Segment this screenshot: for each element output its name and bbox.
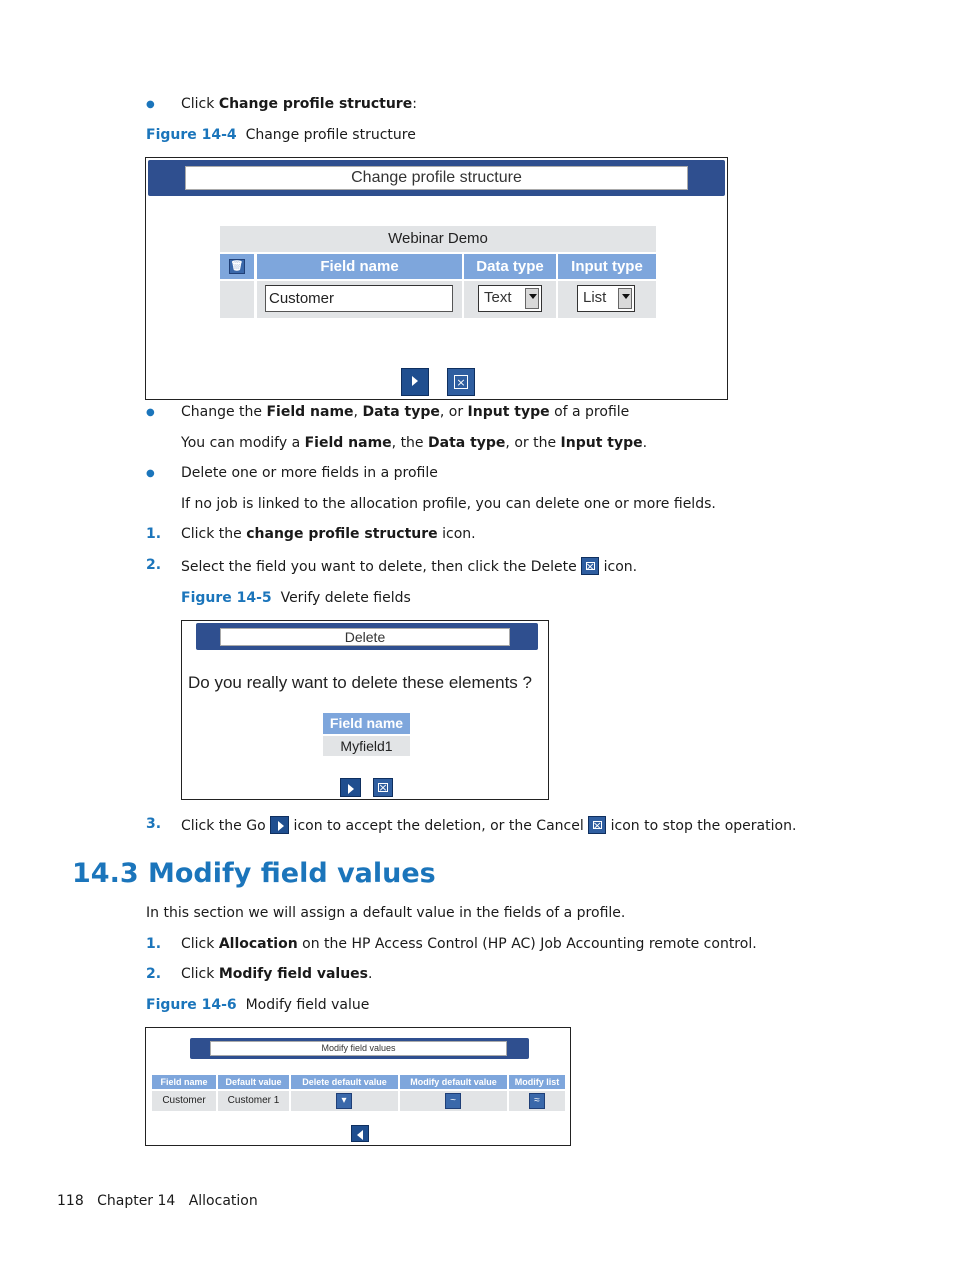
bullet-click-change-profile [181,96,417,112]
step-click-change [181,526,476,542]
step-go-cancel [181,816,796,834]
dialog-titlebar [196,623,538,650]
back-arrow-icon[interactable] [351,1125,369,1142]
modify-icon[interactable]: ~ [445,1093,461,1109]
cell-default-value: Customer 1 [218,1091,289,1111]
cell-modify-list [509,1091,565,1111]
text: Click [181,966,219,982]
page-number: 118 [57,1193,84,1209]
dialog-titlebar [190,1038,529,1059]
go-arrow-icon[interactable] [401,368,429,396]
header-input-type: Input type [558,254,656,279]
data-type-value: Text [484,289,512,306]
field-value[interactable]: Myfield1 [323,736,410,756]
figure-label: Figure 14-6 [146,997,237,1013]
figure-caption-text: Verify delete fields [280,590,411,606]
text: Click [181,96,219,112]
text: Click the Go [181,818,271,834]
figure-14-4-caption [146,127,416,143]
text: on the HP Access Control (HP AC) Job Accounting remote control. [297,936,757,952]
paragraph-no-job: If no job is linked to the allocation profile, you can delete one or more fields. [181,496,716,512]
bold-text: Data type [428,435,506,451]
page-footer [57,1193,258,1209]
text: icon to accept the deletion, or the Cancel [289,818,589,834]
bold-text: Modify field values [218,966,369,982]
go-arrow-icon[interactable] [340,778,361,797]
profile-name: Webinar Demo [220,226,656,252]
text: , or [439,404,468,420]
text: : [412,96,417,112]
dialog-title: Change profile structure [185,166,688,190]
step-select-delete [181,557,637,575]
trash-icon[interactable]: ▾ [336,1093,352,1109]
bullet-dot: ● [146,99,155,110]
data-type-select[interactable] [478,285,542,312]
step-number: 1. [146,526,162,542]
text: You can modify a [181,435,305,451]
text: icon. [437,526,476,542]
figure-14-5-caption [181,590,411,606]
text: of a profile [549,404,630,420]
dialog-titlebar [148,160,725,196]
text: icon to stop the operation. [606,818,797,834]
trash-icon[interactable]: 🗑 [230,261,244,272]
header-field-name: Field name [152,1075,216,1089]
bullet-dot: ● [146,468,155,479]
header-delete-default: Delete default value [291,1075,398,1089]
input-type-select[interactable] [577,285,635,312]
text: , [353,404,363,420]
header-data-type: Data type [464,254,556,279]
list-icon[interactable]: ≈ [529,1093,545,1109]
chevron-down-icon[interactable] [618,288,632,309]
bold-text: Change profile structure [218,96,413,112]
figure-14-6-caption [146,997,369,1013]
text: Click [181,936,219,952]
cancel-icon[interactable] [447,368,475,396]
header-field-name: Field name [257,254,462,279]
figure-label: Figure 14-4 [146,127,237,143]
figure-14-5-screenshot [181,620,549,800]
bullet-dot: ● [146,407,155,418]
text: Select the field you want to delete, then click the Delete [181,559,582,575]
paragraph-modify [181,435,647,451]
bold-text: Input type [467,404,550,420]
bold-text: Data type [362,404,440,420]
cancel-icon[interactable] [373,778,393,797]
chapter-label: Chapter 14 [97,1193,176,1209]
figure-label: Figure 14-5 [181,590,272,606]
chevron-down-icon[interactable] [525,288,539,309]
cell-modify-default [400,1091,507,1111]
bullet-change-field [181,404,629,420]
step-number: 2. [146,557,162,573]
text: , or the [505,435,561,451]
figure-caption-text: Modify field value [245,997,370,1013]
text: . [368,966,373,982]
delete-column-header [220,254,254,279]
cell-delete-default [291,1091,398,1111]
figure-14-4-screenshot [145,157,728,400]
delete-question: Do you really want to delete these elements ? [188,673,532,692]
dialog-title: Modify field values [210,1041,507,1056]
header-modify-default: Modify default value [400,1075,507,1089]
text: . [642,435,648,451]
dialog-title: Delete [220,628,510,646]
cancel-icon [588,816,606,834]
delete-icon [581,557,599,575]
bold-text: change profile structure [246,526,438,542]
cell-field-name: Customer [152,1091,216,1111]
go-arrow-icon [270,816,289,834]
step-click-allocation [181,936,757,952]
step-number: 1. [146,936,162,952]
header-default-value: Default value [218,1075,289,1089]
chapter-title: Allocation [188,1193,258,1209]
step-number: 2. [146,966,162,982]
input-type-value: List [583,289,607,306]
figure-caption-text: Change profile structure [245,127,416,143]
bullet-delete-fields: Delete one or more fields in a profile [181,465,438,481]
text: Click the [181,526,247,542]
bold-text: Allocation [218,936,298,952]
section-heading: 14.3 Modify field values [72,858,436,889]
header-field-name: Field name [323,713,410,734]
section-intro: In this section we will assign a default value in the fields of a profile. [146,905,626,921]
step-click-modify [181,966,372,982]
step-number: 3. [146,816,162,832]
row-cell [220,281,254,318]
text: , the [391,435,428,451]
bold-text: Field name [304,435,392,451]
bold-text: Input type [560,435,643,451]
text: Change the [181,404,267,420]
field-name-input[interactable]: Customer [265,285,453,312]
header-modify-list: Modify list [509,1075,565,1089]
figure-14-6-screenshot [145,1027,571,1146]
bold-text: Field name [266,404,354,420]
text: icon. [599,559,638,575]
